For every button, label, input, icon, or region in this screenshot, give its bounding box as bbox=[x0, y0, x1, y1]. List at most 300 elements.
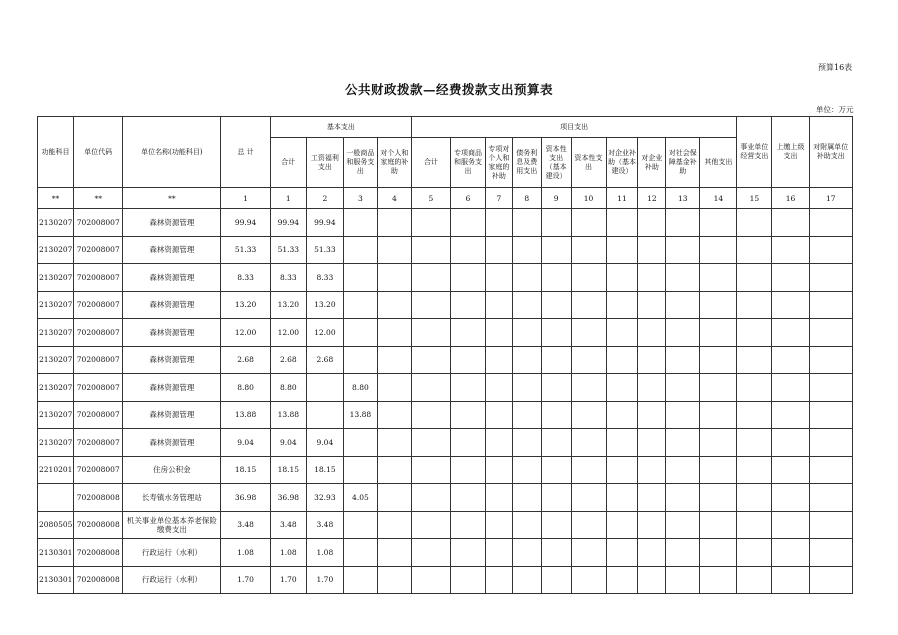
empty-cell bbox=[606, 209, 638, 237]
basic-total-cell: 2.68 bbox=[270, 346, 306, 374]
empty-cell bbox=[377, 511, 411, 539]
basic-total-cell: 1.70 bbox=[270, 566, 306, 594]
empty-cell bbox=[486, 374, 513, 402]
empty-cell bbox=[512, 264, 541, 292]
unit-name-cell: 森林资源管理 bbox=[123, 236, 221, 264]
empty-cell bbox=[809, 209, 852, 237]
goods-cell: 13.88 bbox=[343, 401, 377, 429]
empty-cell bbox=[541, 566, 571, 594]
index-cell: ** bbox=[38, 188, 74, 209]
wages-cell: 18.15 bbox=[306, 456, 343, 484]
empty-cell bbox=[809, 264, 852, 292]
empty-cell bbox=[772, 484, 809, 512]
unit-code-cell: 702008007 bbox=[74, 456, 123, 484]
func-code-cell: 2130301 bbox=[38, 539, 74, 567]
empty-cell bbox=[606, 566, 638, 594]
empty-cell bbox=[700, 209, 737, 237]
header-capital-basic: 资本性支出（基本建设） bbox=[541, 138, 571, 188]
empty-cell bbox=[451, 511, 486, 539]
empty-cell bbox=[571, 511, 606, 539]
total-cell: 8.33 bbox=[221, 264, 270, 292]
empty-cell bbox=[451, 346, 486, 374]
empty-cell bbox=[700, 566, 737, 594]
empty-cell bbox=[571, 291, 606, 319]
unit-label: 单位：万元 bbox=[816, 105, 854, 114]
basic-total-cell: 9.04 bbox=[270, 429, 306, 457]
empty-cell bbox=[541, 264, 571, 292]
empty-cell bbox=[666, 346, 700, 374]
empty-cell bbox=[809, 319, 852, 347]
empty-cell bbox=[772, 264, 809, 292]
unit-code-cell: 702008007 bbox=[74, 209, 123, 237]
empty-cell bbox=[772, 456, 809, 484]
header-basic-total: 合计 bbox=[270, 138, 306, 188]
unit-code-cell: 702008008 bbox=[74, 484, 123, 512]
empty-cell bbox=[377, 291, 411, 319]
wages-cell: 1.08 bbox=[306, 539, 343, 567]
empty-cell bbox=[666, 456, 700, 484]
empty-cell bbox=[541, 319, 571, 347]
empty-cell bbox=[700, 264, 737, 292]
index-cell: 9 bbox=[541, 188, 571, 209]
empty-cell bbox=[541, 346, 571, 374]
wages-cell: 8.33 bbox=[306, 264, 343, 292]
basic-total-cell: 8.33 bbox=[270, 264, 306, 292]
empty-cell bbox=[638, 264, 666, 292]
empty-cell bbox=[809, 346, 852, 374]
empty-cell bbox=[486, 456, 513, 484]
table-row bbox=[38, 401, 853, 429]
unit-name-cell: 森林资源管理 bbox=[123, 209, 221, 237]
empty-cell bbox=[411, 264, 450, 292]
header-personal: 对个人和家庭的补助 bbox=[377, 138, 411, 188]
empty-cell bbox=[512, 346, 541, 374]
func-code-cell: 2130207 bbox=[38, 264, 74, 292]
empty-cell bbox=[571, 374, 606, 402]
empty-cell bbox=[809, 291, 852, 319]
index-cell: 1 bbox=[221, 188, 270, 209]
empty-cell bbox=[666, 566, 700, 594]
empty-cell bbox=[606, 511, 638, 539]
header-affiliated: 对附属单位补助支出 bbox=[809, 117, 852, 188]
empty-cell bbox=[377, 484, 411, 512]
empty-cell bbox=[666, 291, 700, 319]
unit-code-cell: 702008007 bbox=[74, 374, 123, 402]
unit-code-cell: 702008007 bbox=[74, 346, 123, 374]
empty-cell bbox=[737, 291, 772, 319]
empty-cell bbox=[606, 346, 638, 374]
empty-cell bbox=[411, 319, 450, 347]
wages-cell: 51.33 bbox=[306, 236, 343, 264]
empty-cell bbox=[411, 566, 450, 594]
empty-cell bbox=[512, 566, 541, 594]
header-proj-personal: 专项对个人和家庭的补助 bbox=[486, 138, 513, 188]
unit-name-cell: 长寿镇水务管理站 bbox=[123, 484, 221, 512]
index-cell: 1 bbox=[270, 188, 306, 209]
unit-code-cell: 702008007 bbox=[74, 429, 123, 457]
empty-cell bbox=[772, 566, 809, 594]
empty-cell bbox=[451, 484, 486, 512]
empty-cell bbox=[666, 401, 700, 429]
wages-cell: 3.48 bbox=[306, 511, 343, 539]
empty-cell bbox=[809, 429, 852, 457]
table-row bbox=[38, 236, 853, 264]
index-cell: ** bbox=[123, 188, 221, 209]
wages-cell bbox=[306, 374, 343, 402]
header-unit-name: 单位名称(功能科目) bbox=[123, 117, 221, 188]
empty-cell bbox=[571, 209, 606, 237]
empty-cell bbox=[638, 319, 666, 347]
header-project: 项目支出 bbox=[411, 117, 737, 138]
table-row bbox=[38, 374, 853, 402]
total-cell: 12.00 bbox=[221, 319, 270, 347]
budget-table bbox=[37, 116, 853, 594]
index-cell: 10 bbox=[571, 188, 606, 209]
empty-cell bbox=[606, 319, 638, 347]
index-cell: ** bbox=[74, 188, 123, 209]
total-cell: 3.48 bbox=[221, 511, 270, 539]
total-cell: 36.98 bbox=[221, 484, 270, 512]
empty-cell bbox=[700, 236, 737, 264]
empty-cell bbox=[638, 401, 666, 429]
empty-cell bbox=[606, 539, 638, 567]
unit-name-cell: 住房公积金 bbox=[123, 456, 221, 484]
goods-cell bbox=[343, 346, 377, 374]
unit-name-cell: 森林资源管理 bbox=[123, 374, 221, 402]
basic-total-cell: 1.08 bbox=[270, 539, 306, 567]
empty-cell bbox=[606, 374, 638, 402]
empty-cell bbox=[571, 236, 606, 264]
basic-total-cell: 36.98 bbox=[270, 484, 306, 512]
empty-cell bbox=[377, 374, 411, 402]
index-cell: 8 bbox=[512, 188, 541, 209]
empty-cell bbox=[486, 319, 513, 347]
header-total: 总 计 bbox=[221, 117, 270, 188]
empty-cell bbox=[411, 511, 450, 539]
empty-cell bbox=[541, 374, 571, 402]
empty-cell bbox=[486, 429, 513, 457]
empty-cell bbox=[666, 319, 700, 347]
total-cell: 9.04 bbox=[221, 429, 270, 457]
header-debt: 债务利息及费用支出 bbox=[512, 138, 541, 188]
empty-cell bbox=[411, 429, 450, 457]
empty-cell bbox=[606, 456, 638, 484]
empty-cell bbox=[486, 209, 513, 237]
wages-cell: 1.70 bbox=[306, 566, 343, 594]
table-row bbox=[38, 566, 853, 594]
empty-cell bbox=[700, 374, 737, 402]
empty-cell bbox=[666, 374, 700, 402]
goods-cell bbox=[343, 456, 377, 484]
empty-cell bbox=[666, 209, 700, 237]
empty-cell bbox=[486, 264, 513, 292]
empty-cell bbox=[411, 291, 450, 319]
empty-cell bbox=[451, 429, 486, 457]
goods-cell: 4.05 bbox=[343, 484, 377, 512]
empty-cell bbox=[772, 539, 809, 567]
header-func-code: 功能科目 bbox=[38, 117, 74, 188]
func-code-cell: 2130207 bbox=[38, 346, 74, 374]
empty-cell bbox=[809, 566, 852, 594]
empty-cell bbox=[451, 209, 486, 237]
empty-cell bbox=[666, 264, 700, 292]
index-cell: 7 bbox=[486, 188, 513, 209]
goods-cell bbox=[343, 429, 377, 457]
wages-cell: 13.20 bbox=[306, 291, 343, 319]
func-code-cell: 2130207 bbox=[38, 429, 74, 457]
empty-cell bbox=[451, 401, 486, 429]
empty-cell bbox=[737, 429, 772, 457]
empty-cell bbox=[737, 539, 772, 567]
header-basic: 基本支出 bbox=[270, 117, 411, 138]
unit-name-cell: 行政运行（水利） bbox=[123, 566, 221, 594]
empty-cell bbox=[700, 539, 737, 567]
empty-cell bbox=[486, 511, 513, 539]
empty-cell bbox=[451, 539, 486, 567]
header-enterprise-basic: 对企业补助（基本建设） bbox=[606, 138, 638, 188]
empty-cell bbox=[700, 401, 737, 429]
empty-cell bbox=[606, 236, 638, 264]
empty-cell bbox=[377, 264, 411, 292]
empty-cell bbox=[666, 429, 700, 457]
empty-cell bbox=[666, 539, 700, 567]
empty-cell bbox=[451, 374, 486, 402]
empty-cell bbox=[737, 484, 772, 512]
empty-cell bbox=[772, 209, 809, 237]
empty-cell bbox=[638, 511, 666, 539]
empty-cell bbox=[737, 401, 772, 429]
basic-total-cell: 12.00 bbox=[270, 319, 306, 347]
total-cell: 99.94 bbox=[221, 209, 270, 237]
func-code-cell: 2210201 bbox=[38, 456, 74, 484]
unit-code-cell: 702008007 bbox=[74, 319, 123, 347]
header-unit-code: 单位代码 bbox=[74, 117, 123, 188]
empty-cell bbox=[512, 429, 541, 457]
empty-cell bbox=[377, 236, 411, 264]
unit-name-cell: 森林资源管理 bbox=[123, 429, 221, 457]
empty-cell bbox=[541, 484, 571, 512]
func-code-cell: 2130207 bbox=[38, 401, 74, 429]
empty-cell bbox=[666, 236, 700, 264]
table-row bbox=[38, 346, 853, 374]
document-id: 预算16表 bbox=[818, 63, 853, 72]
goods-cell bbox=[343, 291, 377, 319]
func-code-cell: 2130207 bbox=[38, 319, 74, 347]
empty-cell bbox=[512, 291, 541, 319]
table-row bbox=[38, 291, 853, 319]
empty-cell bbox=[451, 264, 486, 292]
empty-cell bbox=[451, 236, 486, 264]
empty-cell bbox=[700, 484, 737, 512]
total-cell: 13.88 bbox=[221, 401, 270, 429]
empty-cell bbox=[737, 346, 772, 374]
empty-cell bbox=[451, 456, 486, 484]
empty-cell bbox=[411, 401, 450, 429]
goods-cell bbox=[343, 511, 377, 539]
empty-cell bbox=[700, 291, 737, 319]
empty-cell bbox=[541, 511, 571, 539]
table-row bbox=[38, 484, 853, 512]
header-capital: 资本性支出 bbox=[571, 138, 606, 188]
empty-cell bbox=[638, 566, 666, 594]
empty-cell bbox=[737, 566, 772, 594]
empty-cell bbox=[606, 291, 638, 319]
total-cell: 8.80 bbox=[221, 374, 270, 402]
basic-total-cell: 99.94 bbox=[270, 209, 306, 237]
empty-cell bbox=[772, 291, 809, 319]
empty-cell bbox=[411, 236, 450, 264]
unit-code-cell: 702008007 bbox=[74, 236, 123, 264]
wages-cell: 32.93 bbox=[306, 484, 343, 512]
empty-cell bbox=[486, 484, 513, 512]
empty-cell bbox=[541, 209, 571, 237]
empty-cell bbox=[638, 429, 666, 457]
table-row bbox=[38, 511, 853, 539]
empty-cell bbox=[666, 484, 700, 512]
empty-cell bbox=[772, 401, 809, 429]
header-proj-total: 合计 bbox=[411, 138, 450, 188]
empty-cell bbox=[638, 456, 666, 484]
empty-cell bbox=[571, 566, 606, 594]
index-cell: 12 bbox=[638, 188, 666, 209]
table-row bbox=[38, 209, 853, 237]
empty-cell bbox=[606, 264, 638, 292]
empty-cell bbox=[541, 539, 571, 567]
goods-cell bbox=[343, 319, 377, 347]
table-row bbox=[38, 456, 853, 484]
empty-cell bbox=[737, 209, 772, 237]
header-operating: 事业单位经营支出 bbox=[737, 117, 772, 188]
empty-cell bbox=[809, 539, 852, 567]
total-cell: 1.70 bbox=[221, 566, 270, 594]
empty-cell bbox=[451, 319, 486, 347]
empty-cell bbox=[512, 209, 541, 237]
empty-cell bbox=[377, 209, 411, 237]
header-enterprise: 对企业补助 bbox=[638, 138, 666, 188]
empty-cell bbox=[486, 236, 513, 264]
empty-cell bbox=[377, 539, 411, 567]
empty-cell bbox=[377, 566, 411, 594]
empty-cell bbox=[772, 346, 809, 374]
empty-cell bbox=[772, 511, 809, 539]
header-wages: 工资福利支出 bbox=[306, 138, 343, 188]
basic-total-cell: 13.88 bbox=[270, 401, 306, 429]
total-cell: 18.15 bbox=[221, 456, 270, 484]
empty-cell bbox=[809, 401, 852, 429]
goods-cell bbox=[343, 539, 377, 567]
wages-cell: 99.94 bbox=[306, 209, 343, 237]
index-cell: 5 bbox=[411, 188, 450, 209]
header-proj-goods: 专项商品和服务支出 bbox=[451, 138, 486, 188]
basic-total-cell: 13.20 bbox=[270, 291, 306, 319]
empty-cell bbox=[666, 511, 700, 539]
basic-total-cell: 51.33 bbox=[270, 236, 306, 264]
empty-cell bbox=[512, 539, 541, 567]
empty-cell bbox=[377, 346, 411, 374]
empty-cell bbox=[606, 429, 638, 457]
empty-cell bbox=[772, 319, 809, 347]
empty-cell bbox=[512, 511, 541, 539]
index-cell: 16 bbox=[772, 188, 809, 209]
empty-cell bbox=[638, 374, 666, 402]
empty-cell bbox=[411, 374, 450, 402]
header-goods: 一般商品和服务支出 bbox=[343, 138, 377, 188]
basic-total-cell: 3.48 bbox=[270, 511, 306, 539]
wages-cell: 12.00 bbox=[306, 319, 343, 347]
empty-cell bbox=[638, 346, 666, 374]
index-cell: 14 bbox=[700, 188, 737, 209]
index-cell: 6 bbox=[451, 188, 486, 209]
basic-total-cell: 18.15 bbox=[270, 456, 306, 484]
goods-cell bbox=[343, 209, 377, 237]
empty-cell bbox=[772, 236, 809, 264]
empty-cell bbox=[809, 456, 852, 484]
empty-cell bbox=[512, 456, 541, 484]
wages-cell bbox=[306, 401, 343, 429]
empty-cell bbox=[737, 374, 772, 402]
empty-cell bbox=[512, 319, 541, 347]
unit-name-cell: 森林资源管理 bbox=[123, 346, 221, 374]
index-cell: 2 bbox=[306, 188, 343, 209]
empty-cell bbox=[809, 374, 852, 402]
unit-code-cell: 702008007 bbox=[74, 401, 123, 429]
empty-cell bbox=[451, 291, 486, 319]
empty-cell bbox=[541, 236, 571, 264]
func-code-cell: 2130207 bbox=[38, 209, 74, 237]
index-cell: 15 bbox=[737, 188, 772, 209]
empty-cell bbox=[451, 566, 486, 594]
wages-cell: 2.68 bbox=[306, 346, 343, 374]
func-code-cell: 2130301 bbox=[38, 566, 74, 594]
empty-cell bbox=[411, 209, 450, 237]
wages-cell: 9.04 bbox=[306, 429, 343, 457]
empty-cell bbox=[512, 401, 541, 429]
empty-cell bbox=[737, 456, 772, 484]
empty-cell bbox=[772, 374, 809, 402]
unit-name-cell: 机关事业单位基本养老保险缴费支出 bbox=[123, 511, 221, 539]
unit-name-cell: 森林资源管理 bbox=[123, 264, 221, 292]
unit-code-cell: 702008008 bbox=[74, 566, 123, 594]
empty-cell bbox=[772, 429, 809, 457]
empty-cell bbox=[638, 484, 666, 512]
unit-name-cell: 行政运行（水利） bbox=[123, 539, 221, 567]
empty-cell bbox=[411, 456, 450, 484]
empty-cell bbox=[377, 456, 411, 484]
table-row bbox=[38, 539, 853, 567]
goods-cell bbox=[343, 264, 377, 292]
table-row bbox=[38, 264, 853, 292]
empty-cell bbox=[809, 511, 852, 539]
empty-cell bbox=[571, 264, 606, 292]
index-cell: 11 bbox=[606, 188, 638, 209]
page-title: 公共财政拨款—经费拨款支出预算表 bbox=[344, 82, 553, 97]
goods-cell bbox=[343, 566, 377, 594]
empty-cell bbox=[411, 539, 450, 567]
unit-code-cell: 702008007 bbox=[74, 264, 123, 292]
unit-name-cell: 森林资源管理 bbox=[123, 401, 221, 429]
unit-name-cell: 森林资源管理 bbox=[123, 291, 221, 319]
index-cell: 3 bbox=[343, 188, 377, 209]
func-code-cell: 2130207 bbox=[38, 236, 74, 264]
unit-name-cell: 森林资源管理 bbox=[123, 319, 221, 347]
func-code-cell: 2080505 bbox=[38, 511, 74, 539]
func-code-cell bbox=[38, 484, 74, 512]
empty-cell bbox=[700, 511, 737, 539]
empty-cell bbox=[486, 566, 513, 594]
index-cell: 4 bbox=[377, 188, 411, 209]
header-other: 其他支出 bbox=[700, 138, 737, 188]
empty-cell bbox=[541, 429, 571, 457]
